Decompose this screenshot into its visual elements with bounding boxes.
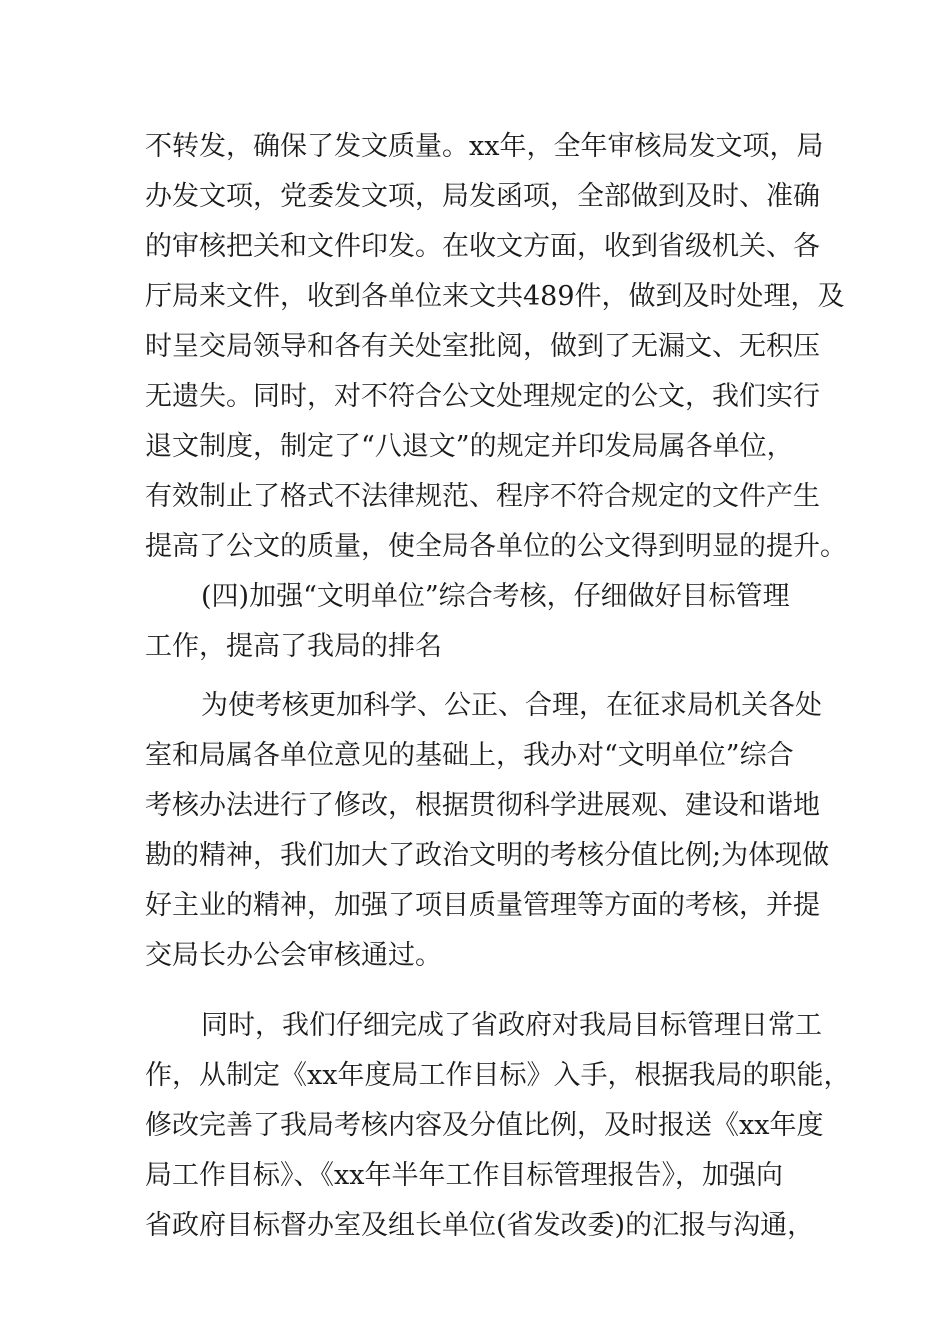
text-line: 局工作目标》、《xx年半年工作目标管理报告》，加强向 (145, 1160, 783, 1191)
paragraph-gap (145, 672, 845, 681)
section-heading-four (145, 572, 845, 672)
paragraph-assessment (145, 681, 845, 981)
text-line: 提高了公文的质量，使全局各单位的公文得到明显的提升。 (145, 531, 847, 562)
heading-line: (四)加强“文明单位”综合考核，仔细做好目标管理 (201, 581, 790, 612)
text-line: 修改完善了我局考核内容及分值比例，及时报送《xx年度 (145, 1110, 824, 1141)
text-line: 不转发，确保了发文质量。xx年，全年审核局发文项，局 (145, 131, 824, 162)
text-line: 厅局来文件，收到各单位来文共489件，做到及时处理，及 (145, 281, 845, 312)
paragraph-target-management (145, 1001, 851, 1251)
text-line: 时呈交局领导和各有关处室批阅，做到了无漏文、无积压 (145, 331, 820, 362)
heading-line: 工作，提高了我局的排名 (145, 631, 442, 662)
text-line: 同时，我们仔细完成了省政府对我局目标管理日常工 (201, 1010, 822, 1041)
text-line: 为使考核更加科学、公正、合理，在征求局机关各处 (201, 690, 822, 721)
text-line: 办发文项，党委发文项，局发函项，全部做到及时、准确 (145, 181, 820, 212)
text-line: 的审核把关和文件印发。在收文方面，收到省级机关、各 (145, 231, 820, 262)
text-line: 交局长办公会审核通过。 (145, 940, 442, 971)
paragraph-document-review (145, 122, 845, 572)
text-line: 无遗失。同时，对不符合公文处理规定的公文，我们实行 (145, 381, 820, 412)
text-line: 好主业的精神，加强了项目质量管理等方面的考核，并提 (145, 890, 820, 921)
text-line: 室和局属各单位意见的基础上，我办对“文明单位”综合 (145, 740, 794, 771)
text-line: 有效制止了格式不法律规范、程序不符合规定的文件产生 (145, 481, 820, 512)
text-line: 勘的精神，我们加大了政治文明的考核分值比例;为体现做 (145, 840, 830, 871)
text-line: 省政府目标督办室及组长单位(省发改委)的汇报与沟通， (145, 1210, 815, 1241)
body-text (145, 122, 851, 1251)
text-line: 作，从制定《xx年度局工作目标》入手，根据我局的职能， (145, 1060, 851, 1091)
paragraph-gap (145, 981, 845, 1001)
text-line: 退文制度，制定了“八退文”的规定并印发局属各单位， (145, 431, 794, 462)
text-line: 考核办法进行了修改，根据贯彻科学进展观、建设和谐地 (145, 790, 820, 821)
